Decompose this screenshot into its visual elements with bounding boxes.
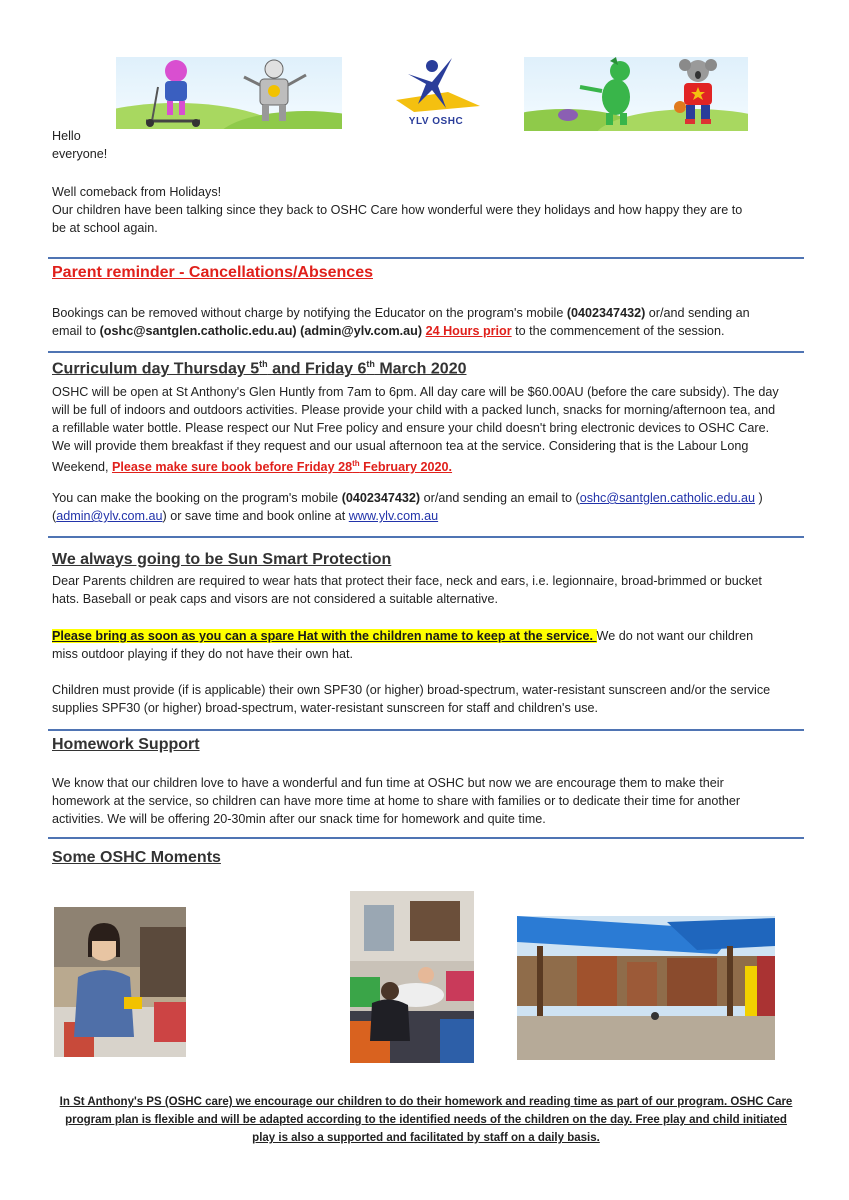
banner-right bbox=[524, 57, 748, 131]
photo-playground bbox=[517, 916, 775, 1060]
curriculum-line bbox=[52, 455, 812, 476]
curriculum-line: We will provide them breakfast if they request and our usual afternoon tea at the service. Considering that is the Labour Long bbox=[52, 439, 749, 453]
reminder-heading: Parent reminder - Cancellations/Absences bbox=[52, 264, 373, 281]
booking-text: or/and sending an email to ( bbox=[420, 491, 580, 505]
footer-line: In St Anthony's PS (OSHC care) we encourage our children to do their homework and reading time as part of our program. OSHC Care bbox=[59, 1096, 793, 1108]
curriculum-title-part: March 2020 bbox=[374, 360, 467, 378]
curriculum-line: a refillable water bottle. Please respect our Nut Free policy and ensure your child doesn't bring electronic devices to OSHC Care. bbox=[52, 421, 770, 435]
homework-paragraph bbox=[52, 774, 812, 828]
hat-text: We do not want our children bbox=[596, 629, 754, 643]
website-link[interactable]: www.ylv.com.au bbox=[348, 509, 439, 523]
greeting-line-1: Hello bbox=[52, 129, 81, 143]
curriculum-text: Weekend, bbox=[52, 460, 112, 475]
divider bbox=[48, 729, 804, 731]
curriculum-title-part: Curriculum day Thursday 5 bbox=[52, 360, 260, 378]
curriculum-title-sup: th bbox=[366, 359, 375, 369]
booking-text: ) bbox=[754, 491, 763, 505]
reminder-paragraph bbox=[52, 304, 812, 340]
curriculum-title-part: and Friday 6 bbox=[267, 360, 367, 378]
spare-hat-highlight: Please bring as soon as you can a spare Hat with the children name to keep at the service. bbox=[52, 629, 597, 643]
deadline-sup: th bbox=[352, 459, 360, 468]
deadline-text: Please make sure book before Friday 28 bbox=[111, 460, 353, 475]
hat-line-2: miss outdoor playing if they do not have their own hat. bbox=[52, 647, 354, 661]
curriculum-paragraph bbox=[52, 383, 812, 476]
sunsmart-line: Dear Parents children are required to wear hats that protect their face, neck and ears, i.e. legionnaire, broad-brimmed or bucket bbox=[52, 574, 762, 588]
footer-note bbox=[48, 1093, 804, 1147]
reminder-text: email to bbox=[52, 324, 100, 338]
intro-paragraph bbox=[52, 183, 812, 237]
logo-text: YLV OSHC bbox=[408, 116, 464, 127]
hat-paragraph bbox=[52, 627, 812, 663]
email-admin-link[interactable]: admin@ylv.com.au bbox=[56, 509, 163, 523]
reminder-text: to the commencement of the session. bbox=[511, 324, 725, 338]
greeting bbox=[52, 127, 107, 163]
homework-line: homework at the service, so children can have more time at home to share with families or to dedicate their time for another bbox=[52, 794, 741, 808]
booking-line-2 bbox=[52, 507, 822, 525]
booking-text: ) or save time and book online at bbox=[162, 509, 349, 523]
intro-line-2: Our children have been talking since they back to OSHC Care how wonderful were they holidays and how happy they are to bbox=[52, 203, 743, 217]
phone-number: (0402347432) bbox=[566, 306, 646, 320]
booking-text: You can make the booking on the program's mobile bbox=[52, 491, 342, 505]
homework-line: activities. We will be offering 20-30min after our snack time for homework and quite time. bbox=[52, 812, 546, 826]
homework-heading: Homework Support bbox=[52, 736, 200, 753]
reminder-text: Bookings can be removed without charge by notifying the Educator on the program's mobile bbox=[52, 306, 567, 320]
moments-heading: Some OSHC Moments bbox=[52, 849, 221, 866]
photo-child-smiling bbox=[54, 907, 186, 1057]
divider bbox=[48, 257, 804, 259]
footer-line: play is also a supported and facilitated by staff on a daily basis. bbox=[252, 1132, 600, 1144]
booking-paragraph bbox=[52, 489, 822, 525]
cartoon-characters-right-image bbox=[524, 57, 748, 131]
email-admin: (admin@ylv.com.au) bbox=[300, 324, 423, 338]
phone-number: (0402347432) bbox=[341, 491, 421, 505]
divider bbox=[48, 536, 804, 538]
sunscreen-line: supplies SPF30 (or higher) broad-spectrum, water-resistant sunscreen for staff and children's use. bbox=[52, 701, 599, 715]
banner-left bbox=[116, 57, 342, 129]
deadline-text: February 2020. bbox=[359, 460, 453, 475]
booking-deadline-notice bbox=[112, 460, 452, 474]
email-oshc: (oshc@santglen.catholic.edu.au) bbox=[99, 324, 297, 338]
intro-line-1: Well comeback from Holidays! bbox=[52, 185, 222, 199]
divider bbox=[48, 351, 804, 353]
greeting-line-2: everyone! bbox=[52, 147, 108, 161]
sunsmart-line: hats. Baseball or peak caps and visors are not considered a suitable alternative. bbox=[52, 592, 498, 606]
notice-24-hours: 24 Hours prior bbox=[425, 324, 512, 338]
reminder-line-1 bbox=[52, 304, 812, 322]
reminder-text: or/and sending an bbox=[645, 306, 750, 320]
booking-text: ( bbox=[52, 509, 57, 523]
email-oshc-link[interactable]: oshc@santglen.catholic.edu.au bbox=[579, 491, 755, 505]
footer-line: program plan is flexible and will be adapted according to the identified needs of the children on the day. Free play and child initiated bbox=[65, 1114, 787, 1126]
hat-line-1 bbox=[52, 627, 812, 645]
photo-children-homework bbox=[350, 891, 474, 1063]
sunsmart-paragraph bbox=[52, 572, 812, 608]
cartoon-characters-left-image bbox=[116, 57, 342, 129]
sunscreen-paragraph bbox=[52, 681, 812, 717]
booking-line-1 bbox=[52, 489, 822, 507]
curriculum-line: will be full of indoors and outdoors activities. Please provide your child with a packed lunch, snacks for morning/afternoon tea, and bbox=[52, 403, 776, 417]
divider bbox=[48, 837, 804, 839]
curriculum-heading bbox=[52, 359, 466, 378]
curriculum-line: OSHC will be open at St Anthony's Glen Huntly from 7am to 6pm. All day care will be $60.00AU (before the care subsidy). The day bbox=[52, 385, 779, 399]
homework-line: We know that our children love to have a wonderful and fun time at OSHC but now we are encourage them to make their bbox=[52, 776, 724, 790]
ylv-oshc-logo bbox=[388, 52, 484, 134]
curriculum-title-sup: th bbox=[259, 359, 268, 369]
reminder-line-2 bbox=[52, 322, 812, 340]
sunscreen-line: Children must provide (if is applicable) their own SPF30 (or higher) broad-spectrum, water-resistant sunscreen and/or the service bbox=[52, 683, 771, 697]
intro-line-3: be at school again. bbox=[52, 221, 158, 235]
sunsmart-heading: We always going to be Sun Smart Protection bbox=[52, 551, 392, 568]
